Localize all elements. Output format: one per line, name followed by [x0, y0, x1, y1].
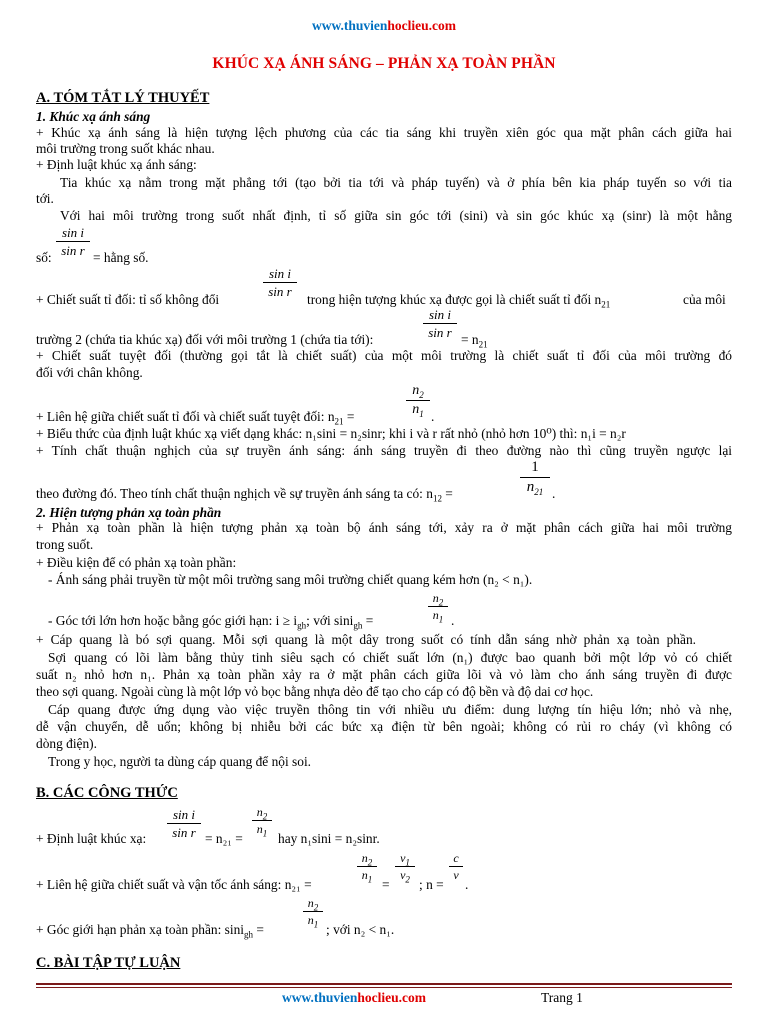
text-line: số:	[36, 250, 52, 265]
text-line: Tia khúc xạ nằm trong mặt phẳng tới (tạo bởi tia tới và pháp tuyến) và ở phía bên kia pháp tuyến so với tia	[60, 175, 732, 190]
section-c-heading: C. BÀI TẬP TỰ LUẬN	[36, 955, 181, 971]
text-line: + Khúc xạ ánh sáng là hiện tượng lệch phương của các tia sáng khi truyền xiên góc qua mặt phân cách giữa hai	[36, 125, 732, 140]
formula-line: hay n₁sini = n₂sinr.	[278, 831, 380, 846]
fraction-sini-sinr: $\frac{\text{sin i}}{\text{sin r}}$	[423, 308, 457, 339]
subsection-2-heading: 2. Hiện tượng phản xạ toàn phần	[36, 505, 222, 520]
fraction-v1-v2: $\frac{v_1}{v_2}$	[395, 852, 415, 881]
page-title: KHÚC XẠ ÁNH SÁNG – PHẢN XẠ TOÀN PHẦN	[212, 55, 556, 72]
text-line: Với hai môi trường trong suốt nhất định, tỉ số giữa sin góc tới (sini) và sin góc khúc xạ (sinr) là một hằng	[60, 208, 732, 223]
text-line: + Liên hệ giữa chiết suất tỉ đối và chiết suất tuyệt đối: $n_{21}$ =	[36, 409, 355, 427]
text-line: + Điều kiện để có phản xạ toàn phần:	[36, 555, 237, 570]
text-line: tới.	[36, 191, 54, 206]
formula-line: ; n =	[419, 877, 444, 892]
header-url[interactable]	[0, 18, 768, 34]
text-line: theo sợi quang. Ngoài cùng là một lớp vỏ bọc bằng nhựa dẻo để tạo cho cáp có độ bền và độ dai cơ học.	[36, 684, 594, 699]
text-line: + Cáp quang là bó sợi quang. Mỗi sợi quang là một dây trong suốt có tính dẫn sáng nhờ phản xạ toàn phần.	[36, 632, 696, 647]
text-line: Trong y học, người ta dùng cáp quang để nội soi.	[48, 754, 312, 769]
text-line: Sợi quang có lõi làm bằng thủy tinh siêu sạch có chiết suất lớn (n₁) được bao quanh bởi một lớp vỏ có chiết	[48, 650, 732, 665]
fraction-n2-n1: $\frac{n_2}{n_1}$	[303, 897, 323, 926]
text-line: = hằng số.	[93, 250, 149, 265]
fraction-sini-sinr: $\frac{\text{sin i}}{\text{sin r}}$	[56, 226, 90, 257]
fraction-sini-sinr: $\frac{\text{sin i}}{\text{sin r}}$	[167, 808, 201, 839]
fraction-1-n21: $\frac{1}{n_{21}}$	[520, 460, 550, 495]
footer-rule	[36, 987, 732, 988]
fraction-n2-n1: $\frac{n_2}{n_1}$	[252, 806, 272, 835]
fraction-n2-n1: $\frac{n_2}{n_1}$	[406, 384, 430, 417]
footer-url-text[interactable]: www.thuvienhoclieu.com	[282, 990, 427, 1005]
punctuation: .	[431, 409, 435, 424]
footer-rule	[36, 983, 732, 985]
formula-line: + Góc giới hạn phản xạ toàn phần: sini$_{gh}$ =	[36, 922, 264, 940]
fraction-sini-sinr: $\frac{\text{sin i}}{\text{sin r}}$	[263, 267, 297, 298]
text-line: Cáp quang được ứng dụng vào việc truyền thông tin với nhiều ưu điểm: dung lượng tín hiệu lớn; nhỏ và nhẹ,	[48, 702, 732, 717]
formula-line: + Định luật khúc xạ:	[36, 831, 147, 846]
text-line: + Biểu thức của định luật khúc xạ viết dạng khác: n₁sini = n₂sinr; khi i và r rất nhỏ (nhỏ hơn 10⁰) thì: n₁i = n₂r	[36, 426, 626, 441]
text-line: = $n_{21}$	[461, 332, 488, 350]
section-b-heading: B. CÁC CÔNG THỨC	[36, 785, 178, 801]
punctuation: .	[552, 486, 556, 501]
text-line: dòng điện).	[36, 736, 97, 751]
fraction-n2-n1: $\frac{n_2}{n_1}$	[357, 852, 377, 881]
fraction-c-v: $\frac{c}{v}$	[449, 852, 463, 881]
text-line: đối với chân không.	[36, 365, 143, 380]
text-line: + Chiết suất tuyệt đối (thường gọi tắt là chiết suất) của một môi trường là chiết suất tỉ đối của môi trường đó	[36, 348, 732, 363]
text-line: + Phản xạ toàn phần là hiện tượng phản xạ toàn bộ ánh sáng tới, xảy ra ở mặt phân cách giữa hai môi trường	[36, 520, 732, 535]
footer-url[interactable]	[282, 990, 426, 1006]
text-line: + Định luật khúc xạ ánh sáng:	[36, 157, 197, 172]
page-number: Trang 1	[541, 990, 583, 1005]
text-line: môi trường trong suốt khác nhau.	[36, 141, 215, 156]
formula-line: + Liên hệ giữa chiết suất và vận tốc ánh sáng: n₂₁ =	[36, 877, 312, 892]
punctuation: .	[465, 877, 469, 892]
formula-line: = n₂₁ =	[205, 831, 243, 846]
section-a-heading: A. TÓM TẮT LÝ THUYẾT	[36, 90, 210, 106]
text-line: + Tính chất thuận nghịch của sự truyền ánh sáng: ánh sáng truyền đi theo đường nào thì cũng truyền ngược lại	[36, 443, 732, 458]
text-line: dễ vận chuyển, dễ uốn; không bị nhiễu bởi các bức xạ điện từ bên ngoài; không có rủi ro cháy (vì không có	[36, 719, 732, 734]
formula-line: =	[382, 877, 390, 892]
text-line: trường 2 (chứa tia khúc xạ) đối với môi trường 1 (chứa tia tới):	[36, 332, 374, 347]
text-line: của môi	[683, 292, 726, 307]
text-line: trong suốt.	[36, 537, 94, 552]
text-line: - Góc tới lớn hơn hoặc bằng góc giới hạn: $i \ge i_{gh}$; với sini$_{gh}$ =	[48, 613, 374, 631]
header-url-text[interactable]: www.thuvienhoclieu.com	[311, 18, 456, 33]
fraction-n2-n1: $\frac{n_2}{n_1}$	[428, 592, 448, 621]
subsection-1-heading: 1. Khúc xạ ánh sáng	[36, 109, 151, 124]
text-line: - Ánh sáng phải truyền từ một môi trường sang môi trường chiết quang kém hơn (n₂ < n₁).	[48, 572, 533, 587]
text-line: suất n₂ nhỏ hơn n₁. Phản xạ toàn phần xảy ra ở mặt phân cách giữa lõi và vỏ làm cho ánh sáng truyền đi được	[36, 667, 732, 682]
text-line: theo đường đó. Theo tính chất thuận nghịch về sự truyền ánh sáng ta có: $n_{12}$ =	[36, 486, 453, 504]
formula-line: ; với n₂ < n₁.	[326, 922, 395, 937]
text-line: trong hiện tượng khúc xạ được gọi là chiết suất tỉ đối $n_{21}$	[307, 292, 611, 310]
punctuation: .	[451, 613, 455, 628]
text-line: + Chiết suất tỉ đối: tỉ số không đổi	[36, 292, 220, 307]
